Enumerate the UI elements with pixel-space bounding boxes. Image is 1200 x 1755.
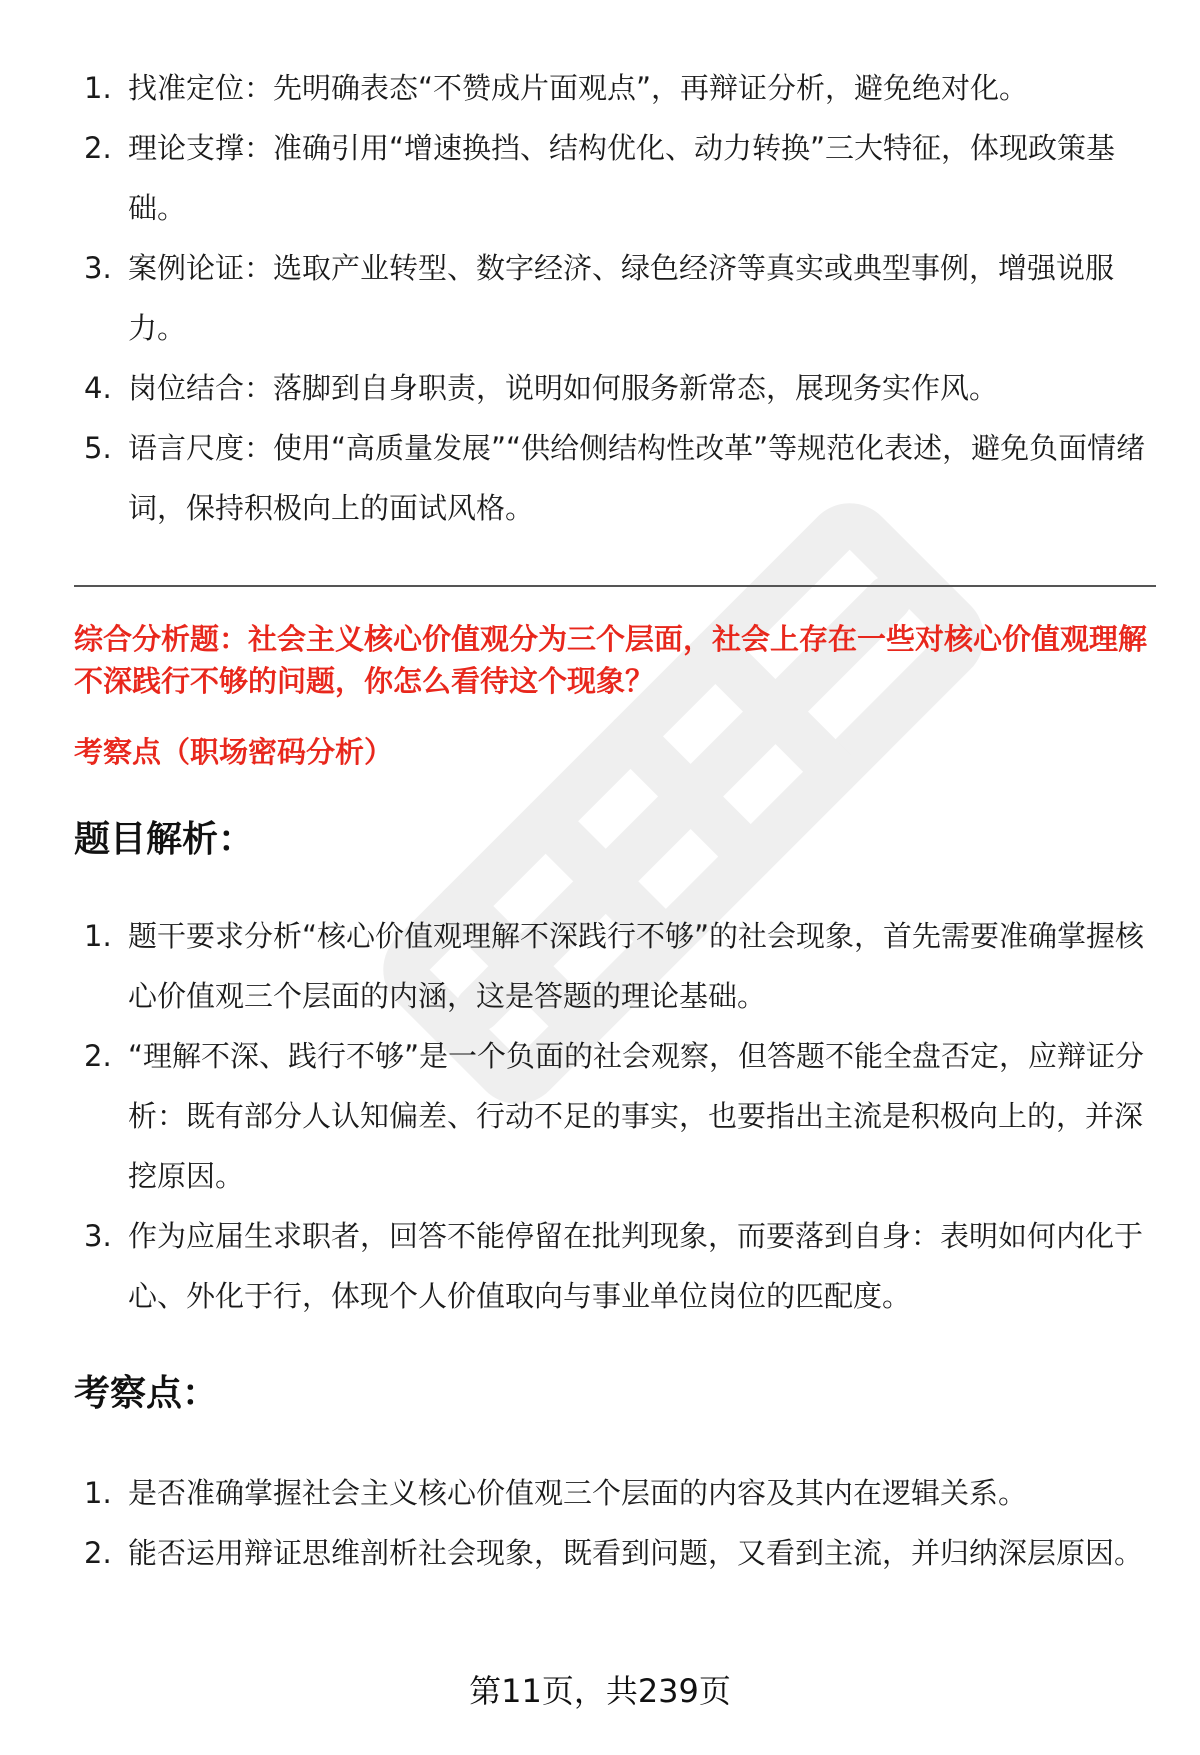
list-text: 理论支撑：准确引用“增速换挡、结构优化、动力转换”三大特征，体现政策基础。 xyxy=(128,131,1116,225)
list-number: 1. xyxy=(84,71,112,105)
section-divider xyxy=(74,585,1156,587)
list-text: 作为应届生求职者，回答不能停留在批判现象，而要落到自身：表明如何内化于心、外化于行，体现个人价值取向与事业单位岗位的匹配度。 xyxy=(128,1219,1144,1313)
list-item xyxy=(74,1463,1150,1523)
list-item xyxy=(74,906,1150,1026)
list-item xyxy=(74,358,1150,418)
list-text: 是否准确掌握社会主义核心价值观三个层面的内容及其内在逻辑关系。 xyxy=(128,1476,1028,1510)
requirement-list xyxy=(74,58,1150,538)
list-number: 1. xyxy=(84,1476,112,1510)
list-item xyxy=(74,1206,1150,1326)
list-number: 1. xyxy=(84,919,112,953)
list-item xyxy=(74,418,1150,538)
analysis-heading: 题目解析： xyxy=(74,819,255,860)
question-title: 综合分析题：社会主义核心价值观分为三个层面，社会上存在一些对核心价值观理解不深践行不够的问题，你怎么看待这个现象？ xyxy=(74,622,1148,698)
list-item xyxy=(74,58,1150,118)
list-number: 3. xyxy=(84,1219,112,1253)
list-text: 能否运用辩证思维剖析社会现象，既看到问题，又看到主流，并归纳深层原因。 xyxy=(128,1536,1144,1570)
list-text: 语言尺度：使用“高质量发展”“供给侧结构性改革”等规范化表述，避免负面情绪词，保持积极向上的面试风格。 xyxy=(128,431,1146,525)
list-item xyxy=(74,1523,1150,1583)
analysis-list xyxy=(74,906,1150,1326)
list-number: 2. xyxy=(84,1536,112,1570)
list-text: 案例论证：选取产业转型、数字经济、绿色经济等真实或典型事例，增强说服力。 xyxy=(128,251,1115,345)
points-heading: 考察点： xyxy=(74,1373,219,1414)
list-number: 2. xyxy=(84,1039,112,1073)
list-number: 2. xyxy=(84,131,112,165)
list-text: 题干要求分析“核心价值观理解不深践行不够”的社会现象，首先需要准确掌握核心价值观三个层面的内涵，这是答题的理论基础。 xyxy=(128,919,1145,1013)
list-number: 4. xyxy=(84,371,112,405)
list-item xyxy=(74,118,1150,238)
list-text: 找准定位：先明确表态“不赞成片面观点”，再辩证分析，避免绝对化。 xyxy=(128,71,1029,105)
list-number: 3. xyxy=(84,251,112,285)
list-item xyxy=(74,238,1150,358)
list-text: “理解不深、践行不够”是一个负面的社会观察，但答题不能全盘否定，应辩证分析：既有部分人认知偏差、行动不足的事实，也要指出主流是积极向上的，并深挖原因。 xyxy=(128,1039,1145,1193)
page-footer: 第11页，共239页 xyxy=(469,1672,731,1710)
points-list xyxy=(74,1463,1150,1583)
list-item xyxy=(74,1026,1150,1206)
assessment-label: 考察点（职场密码分析） xyxy=(74,735,394,769)
list-number: 5. xyxy=(84,431,112,465)
list-text: 岗位结合：落脚到自身职责，说明如何服务新常态，展现务实作风。 xyxy=(128,371,999,405)
